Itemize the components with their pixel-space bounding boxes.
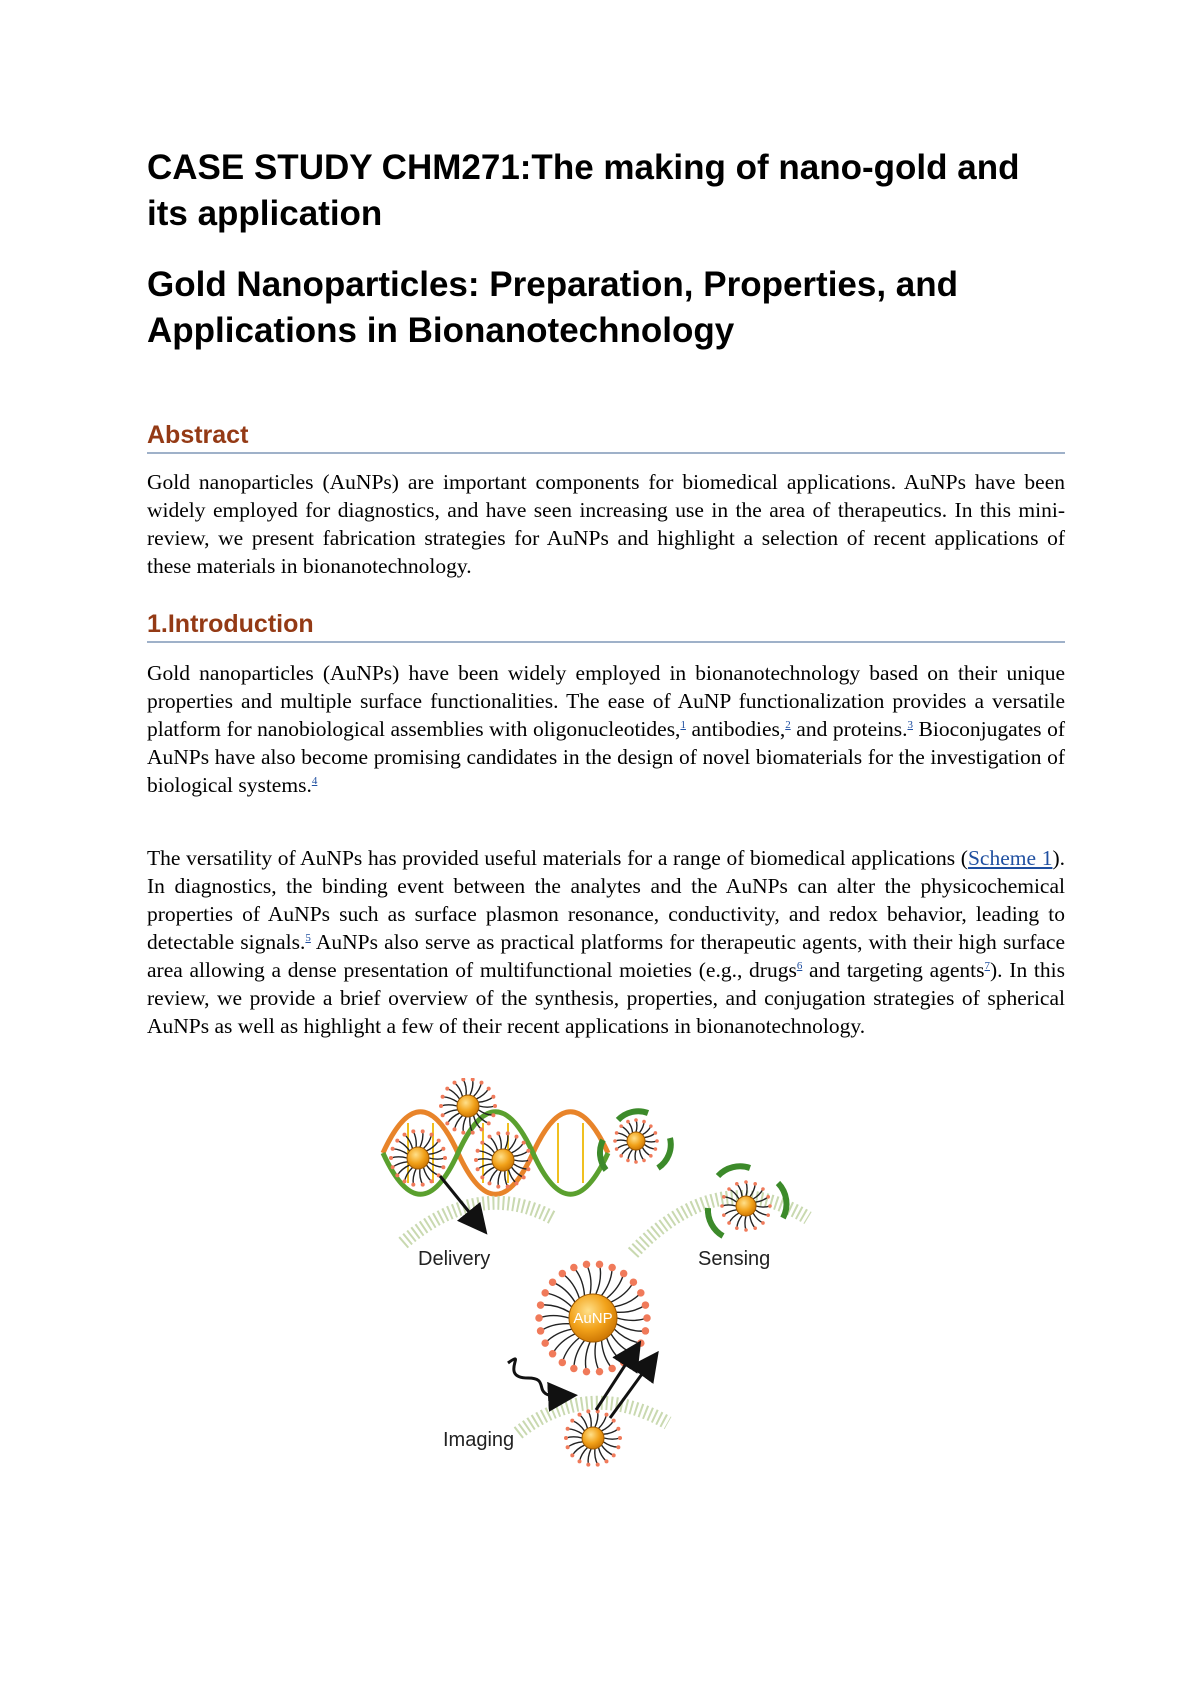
intro1-text-b: antibodies, [685,717,786,741]
introduction-heading: 1.Introduction [147,609,1065,643]
scheme-1-illustration [378,1078,828,1488]
paper-title: Gold Nanoparticles: Preparation, Properties, and Applications in Bionanotechnology [147,265,959,350]
intro2-text-d: and targeting agents [802,958,985,982]
intro2-text-e: ). In this review, we provide a brief overview of the synthesis, properties, and conjugation strategies of spherical AuNPs as well as highlight a few of their recent applications in bionanotechnology. [147,958,1065,1038]
abstract-text: Gold nanoparticles (AuNPs) are important components for biomedical applications. AuNPs have been widely employed for diagnostics, and have seen increasing use in the area of therapeutics. In this mini-review, we present fabrication strategies for AuNPs and highlight a selection of recent applications of these materials in bionanotechnology. [147,470,1065,578]
reference-2-link[interactable]: 2 [785,719,791,731]
reference-4 [312,775,318,787]
aunp-center-label: AuNP [573,1310,613,1327]
introduction-paragraph-2 [147,844,1065,1040]
sensing-nanoparticle-2-icon [720,1180,772,1232]
reference-5-link[interactable]: 5 [305,932,311,944]
intro2-text-c: AuNPs also serve as practical platforms for therapeutic agents, with their high surface area allowing a dense presentation of multifunctional moieties (e.g., drugs [147,930,1066,982]
reference-7-link[interactable]: 7 [984,960,991,972]
intro1-text-d: Bioconjugates of AuNPs have also become promising candidates in the design of novel biomaterials for the investigation of biological systems. [147,717,1065,797]
sensing-label: Sensing [698,1248,771,1270]
reference-4-link[interactable]: 4 [311,775,318,787]
delivery-label: Delivery [418,1248,491,1270]
sensing-analyte-icon [600,1111,787,1236]
introduction-paragraph-1 [147,659,1065,799]
scheme-1-figure [378,1078,828,1488]
reference-1-link[interactable]: 1 [680,719,686,731]
abstract-heading: Abstract [147,420,1065,454]
intro1-text-c: and proteins. [790,717,908,741]
reference-3-link[interactable]: 3 [907,719,913,731]
nanoparticles-group [389,1078,772,1467]
reference-6-link[interactable]: 6 [796,960,803,972]
intro1-text-a: Gold nanoparticles (AuNPs) have been widely employed in bionanotechnology based on their unique properties and multiple surface functionalities. The ease of AuNP functionalization provides a versatile platform for nanobiological assemblies with oligonucleotides, [147,661,1065,741]
case-study-title: CASE STUDY CHM271:The making of nano-gold and its application [147,148,1020,233]
aunp-center-icon [535,1261,651,1376]
scheme-1-link[interactable]: Scheme 1 [967,846,1053,870]
imaging-nanoparticle-icon [564,1409,622,1466]
intro2-text-b: ). In diagnostics, the binding event between the analytes and the AuNPs can alter the physicochemical properties of AuNPs such as surface plasmon resonance, conductivity, and redox behavior, leading to detectable signals. [147,846,1065,954]
intro2-text-a: The versatility of AuNPs has provided useful materials for a range of biomedical applications ( [147,846,968,870]
imaging-incoming-arrow-icon [508,1359,563,1396]
imaging-label: Imaging [443,1429,515,1451]
delivery-nanoparticle-1-icon [439,1078,497,1135]
sensing-nanoparticle-1-icon [613,1118,659,1164]
